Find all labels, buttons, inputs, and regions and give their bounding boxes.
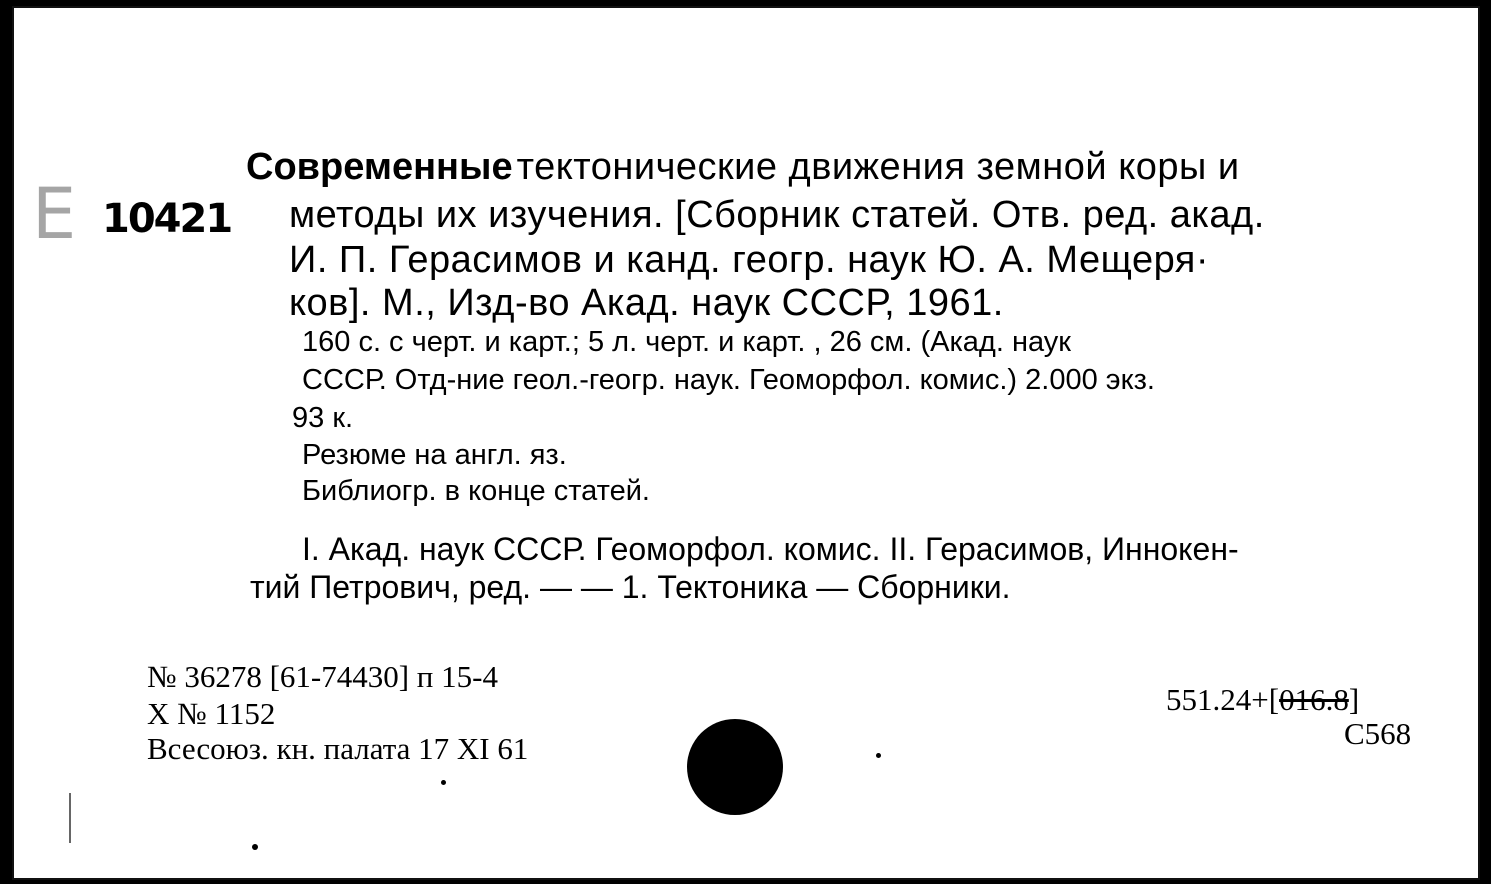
punch-hole [687, 719, 783, 815]
note-bibliography: Библиогр. в конце статей. [302, 475, 650, 507]
footer-card-number: X № 1152 [147, 696, 276, 731]
classification-bracket-close: ] [1348, 682, 1360, 717]
collation-line-2: СССР. Отд-ние геол.-геогр. наук. Геоморфол. комис.) 2.000 экз. [302, 364, 1155, 396]
edge-mark [69, 793, 71, 843]
footer-record-number: № 36278 [61-74430] п 15-4 [147, 659, 498, 694]
stamp-letter: E [32, 173, 77, 255]
author-mark: С568 [1344, 716, 1412, 751]
imprint-line: ков]. М., Изд-во Акад. наук СССР, 1961. [289, 282, 1004, 324]
catalog-card [12, 6, 1480, 880]
title-rest: тектонические движения земной коры и [516, 146, 1240, 188]
tracing-line-2: тий Петрович, ред. — — 1. Тектоника — Сборники. [250, 569, 1011, 605]
title-lead-word: Современные [246, 146, 513, 188]
classification-main: 551.24+ [1166, 682, 1269, 717]
classification-struck: 016.8 [1279, 682, 1349, 717]
note-resume: Резюме на англ. яз. [302, 439, 567, 471]
collation-line-1: 160 с. с черт. и карт.; 5 л. черт. и карт. , 26 см. (Акад. наук [302, 326, 1071, 358]
tracing-line-1: I. Акад. наук СССР. Геоморфол. комис. II. Герасимов, Иннокен- [302, 531, 1239, 567]
title-line-1 [246, 148, 1240, 186]
speck [876, 753, 881, 758]
classification-number [1166, 684, 1359, 715]
speck [252, 844, 258, 850]
title-line-3: И. П. Герасимов и канд. геогр. наук Ю. А. Мещеря· [289, 239, 1210, 281]
speck [441, 780, 446, 785]
title-line-2: методы их изучения. [Сборник статей. Отв. ред. акад. [289, 194, 1265, 236]
price-line: 93 к. [292, 402, 354, 434]
footer-chamber-date: Всесоюз. кн. палата 17 XI 61 [147, 731, 529, 766]
classification-bracket-open: [ [1268, 682, 1280, 717]
shelf-mark-number: 10421 [102, 196, 232, 242]
